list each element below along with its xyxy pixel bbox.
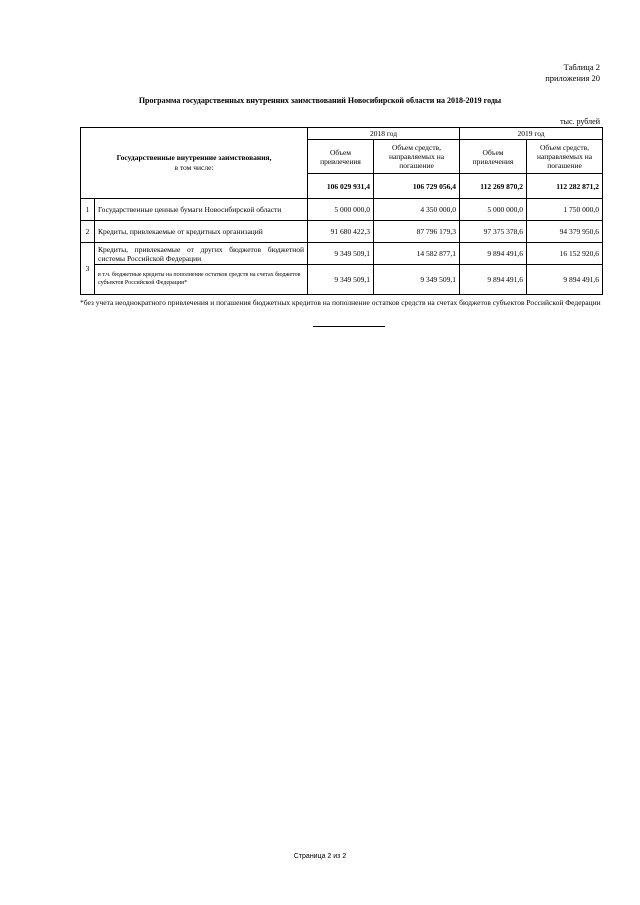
row-value: 97 375 378,6 (460, 221, 527, 243)
table-reference (545, 62, 600, 84)
table-row (81, 199, 603, 221)
table-row (81, 221, 603, 243)
subrow-value: 9 894 491,6 (527, 265, 603, 295)
row-number: 1 (81, 199, 95, 221)
col-raise-2019: Объем привлечения (460, 140, 527, 174)
row-value: 5 000 000,0 (308, 199, 374, 221)
subrow-value: 9 349 509,1 (374, 265, 460, 295)
ref-line-1: Таблица 2 (563, 62, 600, 72)
divider-line (313, 326, 385, 327)
col-raise-2018: Объем привлечения (308, 140, 374, 174)
row-number: 3 (81, 243, 95, 295)
total-value: 106 729 056,4 (374, 174, 460, 199)
row-value: 87 796 179,3 (374, 221, 460, 243)
footnote: *без учета неоднократного привлечения и погашения бюджетных кредитов на пополнение остатков средств на счетах бюджетов субъектов Российской Федерации (80, 298, 601, 307)
table-subrow (81, 265, 603, 295)
year-2019-header: 2019 год (460, 128, 603, 140)
borrowing-table (80, 127, 603, 295)
subrow-value: 9 349 509,1 (308, 265, 374, 295)
year-2018-header: 2018 год (308, 128, 460, 140)
subrow-value: 9 894 491,6 (460, 265, 527, 295)
ref-line-2: приложения 20 (545, 73, 600, 83)
total-value: 112 282 871,2 (527, 174, 603, 199)
row-value: 16 152 920,6 (527, 243, 603, 265)
row-value: 14 582 877,1 (374, 243, 460, 265)
header-title: Государственные внутренние заимствования, (116, 153, 272, 162)
subrow-label: в т.ч. бюджетные кредиты на пополнение остатков средств на счетах бюджетов субъектов Российской Федерации* (95, 265, 308, 295)
row-value: 94 379 950,6 (527, 221, 603, 243)
header-row-years (81, 128, 603, 140)
header-subtitle: в том числе: (174, 163, 214, 172)
col-repay-2018: Объем средств, направляемых на погашение (374, 140, 460, 174)
row-value: 5 000 000,0 (460, 199, 527, 221)
row-value: 9 894 491,6 (460, 243, 527, 265)
units-label: тыс. рублей (560, 117, 600, 126)
header-title-cell (81, 128, 308, 199)
document-title: Программа государственных внутренних заимствований Новосибирской области на 2018-2019 годы (138, 96, 502, 105)
row-label: Кредиты, привлекаемые от кредитных организаций (95, 221, 308, 243)
row-label: Кредиты, привлекаемые от других бюджетов бюджетной системы Российской Федерации (95, 243, 308, 265)
row-value: 91 680 422,3 (308, 221, 374, 243)
table-row (81, 243, 603, 265)
total-value: 112 269 870,2 (460, 174, 527, 199)
row-value: 9 349 509,1 (308, 243, 374, 265)
row-number: 2 (81, 221, 95, 243)
page-number: Страница 2 из 2 (293, 853, 347, 860)
col-repay-2019: Объем средств, направляемых на погашение (527, 140, 603, 174)
row-value: 4 350 000,0 (374, 199, 460, 221)
row-label: Государственные ценные бумаги Новосибирской области (95, 199, 308, 221)
row-value: 1 750 000,0 (527, 199, 603, 221)
total-value: 106 029 931,4 (308, 174, 374, 199)
